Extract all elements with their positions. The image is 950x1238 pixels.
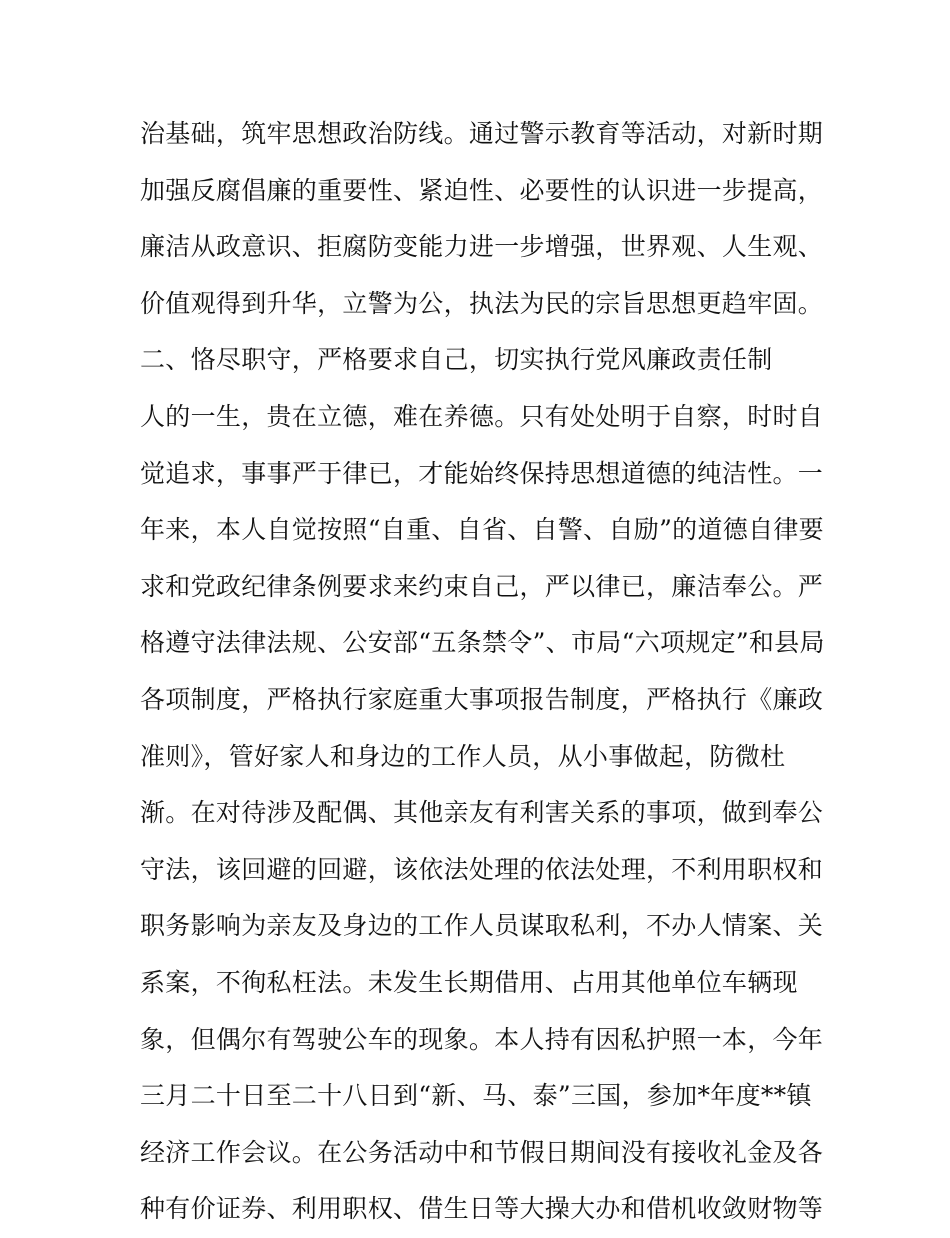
text-line: 价值观得到升华，立警为公，执法为民的宗旨思想更趋牢固。 [140,288,824,318]
section-heading: 二、恪尽职守，严格要求自己，切实执行党风廉政责任制 [140,345,773,375]
text-line: 各项制度，严格执行家庭重大事项报告制度，严格执行《廉政 [140,684,824,714]
body-text [140,106,825,1238]
text-line: 种有价证券、利用职权、借生日等大操大办和借机收敛财物等 [140,1194,824,1224]
text-line: 准则》，管好家人和身边的工作人员，从小事做起，防微杜 [140,741,786,771]
text-line: 觉追求，事事严于律已，才能始终保持思想道德的纯洁性。一 [140,458,824,488]
text-line: 守法，该回避的回避，该依法处理的依法处理，不利用职权和 [140,854,824,884]
text-line: 格遵守法律法规、公安部“五条禁令”、市局“六项规定”和县局 [140,628,825,658]
text-line: 求和党政纪律条例要求来约束自己，严以律已，廉洁奉公。严 [140,571,824,601]
text-line: 系案，不徇私枉法。未发生长期借用、占用其他单位车辆现 [140,967,798,997]
text-line: 三月二十日至二十八日到“新、马、泰”三国，参加*年度**镇 [140,1081,812,1111]
text-line: 职务影响为亲友及身边的工作人员谋取私利，不办人情案、关 [140,911,824,941]
text-line: 象，但偶尔有驾驶公车的现象。本人持有因私护照一本，今年 [140,1024,824,1054]
text-line: 廉洁从政意识、拒腐防变能力进一步增强，世界观、人生观、 [140,232,824,262]
text-line: 治基础，筑牢思想政治防线。通过警示教育等活动，对新时期 [140,119,824,148]
text-line: 加强反腐倡廉的重要性、紧迫性、必要性的认识进一步提高， [140,175,824,205]
text-line: 人的一生，贵在立德，难在养德。只有处处明于自察，时时自 [140,401,824,431]
text-line: 年来，本人自觉按照“自重、自省、自警、自励”的道德自律要 [140,515,824,545]
text-line: 经济工作会议。在公务活动中和节假日期间没有接收礼金及各 [140,1137,824,1167]
text-line: 渐。在对待涉及配偶、其他亲友有利害关系的事项，做到奉公 [140,798,824,828]
